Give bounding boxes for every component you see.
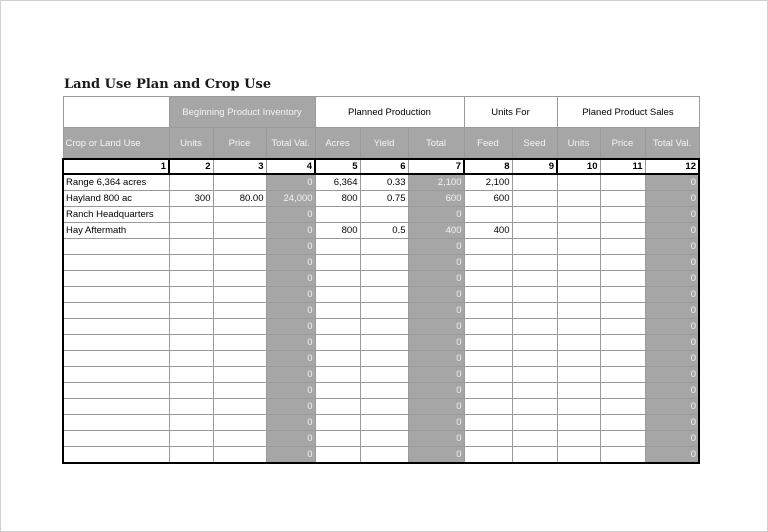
cell-begin-price[interactable] xyxy=(213,447,266,464)
cell-feed[interactable] xyxy=(464,415,512,431)
cell-begin-units[interactable] xyxy=(169,367,213,383)
cell-feed[interactable] xyxy=(464,255,512,271)
cell-sales-price[interactable] xyxy=(600,367,645,383)
cell-feed[interactable] xyxy=(464,383,512,399)
cell-begin-total: 0 xyxy=(266,303,315,319)
cell-begin-units[interactable]: 300 xyxy=(169,191,213,207)
cell-acres[interactable] xyxy=(315,255,360,271)
cell-sales-units[interactable] xyxy=(557,303,600,319)
cell-begin-price[interactable] xyxy=(213,335,266,351)
cell-prod-total: 0 xyxy=(408,399,464,415)
cell-prod-total: 0 xyxy=(408,239,464,255)
cell-sales-units[interactable] xyxy=(557,271,600,287)
cell-seed[interactable] xyxy=(512,255,557,271)
table-row xyxy=(63,255,699,271)
cell-begin-total: 0 xyxy=(266,415,315,431)
cell-yield[interactable] xyxy=(360,319,408,335)
column-number-row xyxy=(63,159,699,174)
cell-seed[interactable] xyxy=(512,174,557,191)
column-number-11: 11 xyxy=(600,159,645,174)
cell-begin-units[interactable] xyxy=(169,431,213,447)
cell-sales-price[interactable] xyxy=(600,415,645,431)
cell-prod-total: 0 xyxy=(408,335,464,351)
cell-sales-units[interactable] xyxy=(557,255,600,271)
cell-yield[interactable] xyxy=(360,207,408,223)
cell-sales-total: 0 xyxy=(645,367,699,383)
cell-feed[interactable] xyxy=(464,287,512,303)
cell-sales-units[interactable] xyxy=(557,383,600,399)
cell-prod-total: 400 xyxy=(408,223,464,239)
column-header-feed: Feed xyxy=(464,128,512,160)
cell-feed[interactable] xyxy=(464,399,512,415)
cell-begin-units[interactable] xyxy=(169,319,213,335)
column-number-8: 8 xyxy=(464,159,512,174)
cell-begin-units[interactable] xyxy=(169,223,213,239)
blank-header-cell xyxy=(63,97,169,128)
cell-sales-price[interactable] xyxy=(600,255,645,271)
cell-crop[interactable] xyxy=(63,255,169,271)
column-header-crop: Crop or Land Use xyxy=(63,128,169,160)
cell-seed[interactable] xyxy=(512,319,557,335)
cell-feed[interactable] xyxy=(464,303,512,319)
cell-feed[interactable]: 2,100 xyxy=(464,174,512,191)
table-row xyxy=(63,303,699,319)
cell-begin-price[interactable] xyxy=(213,415,266,431)
cell-seed[interactable] xyxy=(512,271,557,287)
sheet-title: Land Use Plan and Crop Use xyxy=(64,77,272,92)
cell-prod-total: 0 xyxy=(408,303,464,319)
cell-prod-total: 0 xyxy=(408,351,464,367)
cell-crop[interactable] xyxy=(63,351,169,367)
cell-begin-total: 0 xyxy=(266,223,315,239)
cell-begin-total: 0 xyxy=(266,367,315,383)
cell-begin-total: 0 xyxy=(266,319,315,335)
cell-seed[interactable] xyxy=(512,383,557,399)
column-number-7: 7 xyxy=(408,159,464,174)
column-number-5: 5 xyxy=(315,159,360,174)
group-header-row xyxy=(63,97,699,128)
cell-begin-units[interactable] xyxy=(169,239,213,255)
cell-begin-price[interactable] xyxy=(213,271,266,287)
cell-prod-total: 0 xyxy=(408,447,464,464)
cell-acres[interactable] xyxy=(315,431,360,447)
cell-feed[interactable] xyxy=(464,335,512,351)
table-row xyxy=(63,383,699,399)
cell-begin-price[interactable] xyxy=(213,239,266,255)
cell-sales-total: 0 xyxy=(645,351,699,367)
cell-sales-total: 0 xyxy=(645,335,699,351)
cell-prod-total: 0 xyxy=(408,383,464,399)
cell-prod-total: 0 xyxy=(408,271,464,287)
cell-crop[interactable]: Hayland 800 ac xyxy=(63,191,169,207)
cell-yield[interactable] xyxy=(360,303,408,319)
table-row xyxy=(63,207,699,223)
cell-begin-price[interactable] xyxy=(213,287,266,303)
cell-acres[interactable] xyxy=(315,351,360,367)
cell-sales-units[interactable] xyxy=(557,431,600,447)
cell-yield[interactable]: 0.33 xyxy=(360,174,408,191)
cell-sales-price[interactable] xyxy=(600,351,645,367)
column-number-10: 10 xyxy=(557,159,600,174)
cell-sales-total: 0 xyxy=(645,399,699,415)
cell-begin-total: 0 xyxy=(266,431,315,447)
cell-crop[interactable] xyxy=(63,415,169,431)
cell-prod-total: 0 xyxy=(408,255,464,271)
cell-begin-price[interactable] xyxy=(213,223,266,239)
cell-sales-price[interactable] xyxy=(600,303,645,319)
cell-acres[interactable] xyxy=(315,287,360,303)
cell-feed[interactable]: 600 xyxy=(464,191,512,207)
cell-sales-total: 0 xyxy=(645,239,699,255)
column-header-begin-price: Price xyxy=(213,128,266,160)
cell-begin-total: 0 xyxy=(266,287,315,303)
cell-crop[interactable]: Range 6,364 acres xyxy=(63,174,169,191)
cell-begin-units[interactable] xyxy=(169,351,213,367)
cell-sales-units[interactable] xyxy=(557,287,600,303)
cell-sales-price[interactable] xyxy=(600,383,645,399)
cell-seed[interactable] xyxy=(512,399,557,415)
table-row xyxy=(63,415,699,431)
cell-crop[interactable] xyxy=(63,271,169,287)
cell-begin-price[interactable] xyxy=(213,431,266,447)
cell-sales-price[interactable] xyxy=(600,319,645,335)
cell-sales-price[interactable] xyxy=(600,239,645,255)
column-header-acres: Acres xyxy=(315,128,360,160)
table-row xyxy=(63,191,699,207)
cell-sales-units[interactable] xyxy=(557,207,600,223)
column-number-2: 2 xyxy=(169,159,213,174)
cell-begin-units[interactable] xyxy=(169,287,213,303)
column-number-12: 12 xyxy=(645,159,699,174)
cell-prod-total: 0 xyxy=(408,431,464,447)
cell-acres[interactable] xyxy=(315,335,360,351)
cell-seed[interactable] xyxy=(512,239,557,255)
cell-sales-total: 0 xyxy=(645,174,699,191)
cell-begin-total: 0 xyxy=(266,255,315,271)
cell-seed[interactable] xyxy=(512,303,557,319)
cell-sales-total: 0 xyxy=(645,447,699,464)
cell-crop[interactable] xyxy=(63,287,169,303)
cell-yield[interactable] xyxy=(360,255,408,271)
cell-seed[interactable] xyxy=(512,367,557,383)
cell-sales-units[interactable] xyxy=(557,447,600,464)
cell-sales-price[interactable] xyxy=(600,207,645,223)
cell-begin-total: 0 xyxy=(266,271,315,287)
group-header-units-for: Units For xyxy=(464,97,557,128)
cell-prod-total: 0 xyxy=(408,415,464,431)
cell-crop[interactable] xyxy=(63,239,169,255)
cell-begin-total: 24,000 xyxy=(266,191,315,207)
cell-begin-price[interactable] xyxy=(213,367,266,383)
cell-begin-units[interactable] xyxy=(169,399,213,415)
column-header-yield: Yield xyxy=(360,128,408,160)
cell-begin-units[interactable] xyxy=(169,174,213,191)
cell-acres[interactable] xyxy=(315,447,360,464)
cell-prod-total: 600 xyxy=(408,191,464,207)
column-number-4: 4 xyxy=(266,159,315,174)
cell-seed[interactable] xyxy=(512,335,557,351)
cell-begin-units[interactable] xyxy=(169,335,213,351)
cell-begin-price[interactable] xyxy=(213,351,266,367)
cell-begin-price[interactable] xyxy=(213,319,266,335)
cell-sales-units[interactable] xyxy=(557,399,600,415)
cell-seed[interactable] xyxy=(512,191,557,207)
cell-sales-units[interactable] xyxy=(557,223,600,239)
cell-begin-price[interactable] xyxy=(213,174,266,191)
cell-sales-price[interactable] xyxy=(600,174,645,191)
cell-feed[interactable] xyxy=(464,447,512,464)
cell-sales-price[interactable] xyxy=(600,191,645,207)
cell-sales-price[interactable] xyxy=(600,335,645,351)
cell-yield[interactable] xyxy=(360,287,408,303)
cell-sales-units[interactable] xyxy=(557,174,600,191)
column-number-3: 3 xyxy=(213,159,266,174)
cell-seed[interactable] xyxy=(512,207,557,223)
cell-sales-total: 0 xyxy=(645,319,699,335)
land-use-table xyxy=(62,96,700,464)
cell-seed[interactable] xyxy=(512,287,557,303)
cell-begin-total: 0 xyxy=(266,399,315,415)
column-header-begin-total: Total Val. xyxy=(266,128,315,160)
column-number-6: 6 xyxy=(360,159,408,174)
column-header-sales-total: Total Val. xyxy=(645,128,699,160)
cell-yield[interactable] xyxy=(360,383,408,399)
cell-begin-price[interactable] xyxy=(213,207,266,223)
cell-feed[interactable] xyxy=(464,239,512,255)
table-row xyxy=(63,351,699,367)
cell-feed[interactable]: 400 xyxy=(464,223,512,239)
cell-sales-total: 0 xyxy=(645,431,699,447)
cell-begin-units[interactable] xyxy=(169,271,213,287)
cell-yield[interactable]: 0.75 xyxy=(360,191,408,207)
cell-prod-total: 0 xyxy=(408,319,464,335)
cell-begin-units[interactable] xyxy=(169,207,213,223)
table-row xyxy=(63,335,699,351)
cell-begin-price[interactable]: 80.00 xyxy=(213,191,266,207)
cell-begin-units[interactable] xyxy=(169,447,213,464)
cell-begin-price[interactable] xyxy=(213,383,266,399)
cell-prod-total: 2,100 xyxy=(408,174,464,191)
cell-acres[interactable] xyxy=(315,383,360,399)
column-number-9: 9 xyxy=(512,159,557,174)
cell-yield[interactable] xyxy=(360,415,408,431)
cell-prod-total: 0 xyxy=(408,287,464,303)
cell-sales-total: 0 xyxy=(645,415,699,431)
cell-begin-total: 0 xyxy=(266,174,315,191)
cell-sales-units[interactable] xyxy=(557,319,600,335)
cell-acres[interactable] xyxy=(315,415,360,431)
cell-crop[interactable] xyxy=(63,319,169,335)
table-row xyxy=(63,271,699,287)
cell-crop[interactable] xyxy=(63,303,169,319)
cell-yield[interactable] xyxy=(360,431,408,447)
table-row xyxy=(63,174,699,191)
cell-crop[interactable]: Ranch Headquarters xyxy=(63,207,169,223)
table-row xyxy=(63,287,699,303)
cell-sales-price[interactable] xyxy=(600,399,645,415)
cell-acres[interactable] xyxy=(315,303,360,319)
column-header-row xyxy=(63,128,699,160)
table-row xyxy=(63,223,699,239)
cell-begin-total: 0 xyxy=(266,335,315,351)
cell-begin-units[interactable] xyxy=(169,303,213,319)
cell-crop[interactable] xyxy=(63,383,169,399)
cell-sales-total: 0 xyxy=(645,207,699,223)
cell-feed[interactable] xyxy=(464,207,512,223)
cell-sales-total: 0 xyxy=(645,303,699,319)
group-header-planned: Planned Production xyxy=(315,97,464,128)
cell-yield[interactable] xyxy=(360,399,408,415)
cell-feed[interactable] xyxy=(464,431,512,447)
cell-begin-total: 0 xyxy=(266,447,315,464)
cell-feed[interactable] xyxy=(464,319,512,335)
cell-acres[interactable]: 800 xyxy=(315,223,360,239)
cell-crop[interactable] xyxy=(63,399,169,415)
cell-yield[interactable] xyxy=(360,271,408,287)
group-header-sales: Planed Product Sales xyxy=(557,97,699,128)
cell-begin-price[interactable] xyxy=(213,303,266,319)
cell-sales-units[interactable] xyxy=(557,191,600,207)
cell-acres[interactable] xyxy=(315,207,360,223)
cell-acres[interactable] xyxy=(315,271,360,287)
cell-crop[interactable] xyxy=(63,431,169,447)
cell-sales-units[interactable] xyxy=(557,351,600,367)
cell-yield[interactable] xyxy=(360,447,408,464)
cell-seed[interactable] xyxy=(512,447,557,464)
cell-sales-total: 0 xyxy=(645,191,699,207)
cell-sales-total: 0 xyxy=(645,223,699,239)
cell-crop[interactable] xyxy=(63,367,169,383)
cell-seed[interactable] xyxy=(512,415,557,431)
cell-sales-price[interactable] xyxy=(600,271,645,287)
cell-yield[interactable] xyxy=(360,335,408,351)
cell-sales-units[interactable] xyxy=(557,335,600,351)
cell-begin-total: 0 xyxy=(266,239,315,255)
cell-sales-units[interactable] xyxy=(557,367,600,383)
column-number-1: 1 xyxy=(63,159,169,174)
column-header-seed: Seed xyxy=(512,128,557,160)
cell-sales-units[interactable] xyxy=(557,415,600,431)
cell-sales-price[interactable] xyxy=(600,223,645,239)
cell-feed[interactable] xyxy=(464,271,512,287)
table-row xyxy=(63,319,699,335)
cell-prod-total: 0 xyxy=(408,367,464,383)
cell-acres[interactable]: 6,364 xyxy=(315,174,360,191)
cell-sales-units[interactable] xyxy=(557,239,600,255)
table-row xyxy=(63,431,699,447)
table-row xyxy=(63,399,699,415)
cell-crop[interactable] xyxy=(63,447,169,464)
cell-yield[interactable]: 0.5 xyxy=(360,223,408,239)
cell-sales-total: 0 xyxy=(645,271,699,287)
cell-begin-total: 0 xyxy=(266,351,315,367)
cell-acres[interactable]: 800 xyxy=(315,191,360,207)
table-row xyxy=(63,239,699,255)
cell-sales-total: 0 xyxy=(645,383,699,399)
cell-seed[interactable] xyxy=(512,351,557,367)
cell-acres[interactable] xyxy=(315,239,360,255)
cell-seed[interactable] xyxy=(512,431,557,447)
column-header-begin-units: Units xyxy=(169,128,213,160)
column-header-prod-total: Total xyxy=(408,128,464,160)
cell-acres[interactable] xyxy=(315,319,360,335)
cell-acres[interactable] xyxy=(315,367,360,383)
cell-sales-total: 0 xyxy=(645,287,699,303)
cell-acres[interactable] xyxy=(315,399,360,415)
cell-sales-price[interactable] xyxy=(600,431,645,447)
cell-begin-units[interactable] xyxy=(169,255,213,271)
cell-begin-price[interactable] xyxy=(213,255,266,271)
cell-yield[interactable] xyxy=(360,367,408,383)
cell-feed[interactable] xyxy=(464,367,512,383)
cell-sales-price[interactable] xyxy=(600,447,645,464)
cell-begin-total: 0 xyxy=(266,207,315,223)
cell-sales-total: 0 xyxy=(645,255,699,271)
cell-begin-price[interactable] xyxy=(213,399,266,415)
column-header-sales-units: Units xyxy=(557,128,600,160)
cell-crop[interactable] xyxy=(63,335,169,351)
cell-begin-total: 0 xyxy=(266,383,315,399)
table-row xyxy=(63,447,699,464)
cell-seed[interactable] xyxy=(512,223,557,239)
cell-yield[interactable] xyxy=(360,239,408,255)
cell-sales-price[interactable] xyxy=(600,287,645,303)
column-header-sales-price: Price xyxy=(600,128,645,160)
cell-prod-total: 0 xyxy=(408,207,464,223)
table-row xyxy=(63,367,699,383)
cell-feed[interactable] xyxy=(464,351,512,367)
cell-begin-units[interactable] xyxy=(169,383,213,399)
cell-yield[interactable] xyxy=(360,351,408,367)
group-header-beginning: Beginning Product Inventory xyxy=(169,97,315,128)
cell-begin-units[interactable] xyxy=(169,415,213,431)
cell-crop[interactable]: Hay Aftermath xyxy=(63,223,169,239)
